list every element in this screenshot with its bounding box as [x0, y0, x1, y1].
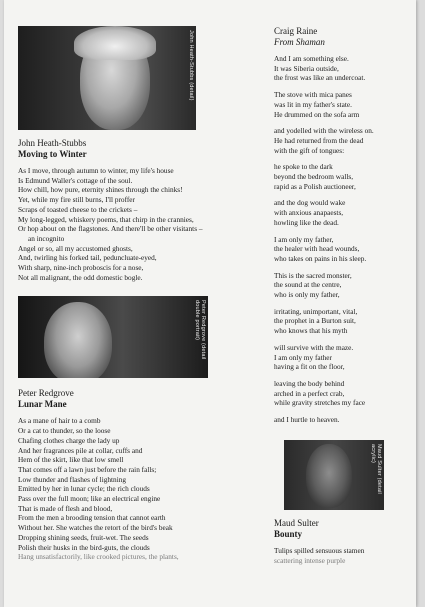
poem-line: And I am something else.: [274, 54, 349, 63]
poem-line: with anxious anapaests,: [274, 208, 344, 218]
poem-line: Scraps of toasted cheese to the crickets –: [18, 204, 138, 214]
sulter-title: Bounty: [274, 528, 303, 539]
poem-line: The stove with mica panes: [274, 90, 352, 100]
redgrove-author: Peter Redgrove: [18, 388, 74, 399]
right-column: [274, 26, 414, 565]
poem-line: This is the sacred monster,: [274, 270, 352, 280]
poem-line: My long-legged, whiskery poems, that chirp in the crannies,: [18, 214, 194, 224]
poem-line: Chafing clothes charge the lady up: [18, 435, 120, 445]
poem-line: Hem of the skirt, like that low smell: [18, 455, 124, 465]
poem-line: He had returned from the dead: [274, 135, 364, 145]
redgrove-title: Lunar Mane: [18, 399, 67, 410]
poem-line: That comes off a lawn just before the rain falls;: [18, 464, 157, 474]
redgrove-portrait: [18, 296, 208, 378]
poem-line: the sound at the centre,: [274, 280, 342, 290]
poem-line: Emitted by her in lunar cycle; the rich clouds: [18, 484, 150, 494]
poem-line: Or a cat to thunder, so the loose: [18, 426, 111, 436]
poem-line: Or hop about on the flagstones. And there'll be other visitants –: [18, 224, 203, 234]
poem-line: rapid as a Polish auctioneer,: [274, 181, 356, 191]
poem-line: who knows that his myth: [274, 326, 348, 336]
heath-stubbs-title: Moving to Winter: [18, 149, 87, 159]
heath-stubbs-author: John Heath-Stubbs: [18, 138, 87, 148]
poem-line: And her fragrances pile at collar, cuffs and: [18, 445, 143, 455]
poem-line: while gravity stretches my face: [274, 398, 366, 408]
redgrove-face: [44, 302, 112, 378]
heath-stubbs-caption: John Heath-Stubbs (detail): [188, 30, 194, 101]
raine-author: Craig Raine: [274, 26, 318, 36]
poem-line: Is Edmund Waller's cottage of the soul.: [18, 175, 133, 185]
raine-title: From Shaman: [274, 37, 325, 47]
poem-line: Hang unsatisfactorily, like crooked pictures, the plants,: [18, 552, 179, 562]
stanza: [274, 415, 414, 425]
stanza: [274, 271, 414, 300]
stanza: [274, 343, 414, 372]
poem-line: the prophet in a Burton suit,: [274, 316, 356, 326]
poem-line: Dropping shining seeds, fruit-wet. The seeds: [18, 532, 149, 542]
stanza: [274, 198, 414, 227]
stanza: [274, 90, 414, 119]
poem-line: arched in a perfect crab,: [274, 388, 345, 398]
poem-line: howling like the dead.: [274, 217, 339, 227]
poem-line: He drummed on the sofa arm: [274, 109, 360, 119]
poem-line: Angel or so, all my accustomed ghosts,: [18, 243, 133, 253]
left-column: [18, 26, 258, 562]
heath-stubbs-poem: [18, 166, 258, 282]
redgrove-poem: [18, 416, 258, 562]
poem-line: the healer with head wounds,: [274, 244, 360, 254]
poem-line: As a mane of hair to a comb: [18, 416, 101, 426]
poem-line: Without her. She watches the retort of the bird's beak: [18, 523, 173, 533]
raine-poem: [274, 54, 414, 425]
poem-line: irritating, unimportant, vital,: [274, 306, 358, 316]
sulter-author: Maud Sulter: [274, 517, 319, 528]
poem-line: It was Siberia outside,: [274, 63, 339, 73]
redgrove-caption: Peter Redgrove (detail double portrait): [194, 300, 206, 360]
stanza: [274, 235, 414, 264]
magazine-page: [4, 0, 416, 607]
poem-line: who takes on pains in his sleep.: [274, 253, 367, 263]
poem-line: will survive with the maze.: [274, 342, 354, 352]
poem-line: With sharp, nine-inch proboscis for a nose,: [18, 263, 144, 273]
poem-line: beyond the bedroom walls,: [274, 172, 354, 182]
poem-line: And, twirling his forked tail, peduncluate-eyed,: [18, 253, 157, 263]
poem-line: he spoke to the dark: [274, 162, 333, 172]
sulter-face: [306, 444, 352, 508]
poem-line: and I hurtle to heaven.: [274, 415, 340, 425]
stanza: [274, 126, 414, 155]
heath-stubbs-portrait: [18, 26, 196, 130]
poem-line: having a fit on the floor,: [274, 362, 345, 372]
poem-line: From the men a brooding tension that cannot earth: [18, 513, 166, 523]
sulter-caption: Maud Sulter (detail acrylic): [370, 443, 382, 494]
poem-line: Tulips spilled sensuous stamen: [274, 545, 365, 555]
poem-line: and the dog would wake: [274, 198, 346, 208]
stanza: [274, 307, 414, 336]
poem-line: Pass over the full moon; like an electrical engine: [18, 494, 161, 504]
stanza: [274, 162, 414, 191]
poem-line: an incognito: [28, 233, 65, 243]
poem-line: was lit in my father's state.: [274, 99, 352, 109]
poem-line: I am only my father: [274, 352, 332, 362]
poem-line: leaving the body behind: [274, 378, 345, 388]
stanza: [274, 379, 414, 408]
poem-line: with the gift of tongues:: [274, 145, 345, 155]
poem-line: scattering intense purple: [274, 555, 346, 565]
poem-line: As I move, through autumn to winter, my life's house: [18, 166, 174, 175]
poem-line: the frost was like an undercoat.: [274, 73, 366, 83]
poem-line: That is made of flesh and blood,: [18, 503, 113, 513]
poem-line: Polish their husks in the bird-guts, the clouds: [18, 542, 150, 552]
poem-line: Not all malignant, the odd domestic bogle.: [18, 272, 143, 282]
heath-stubbs-hair: [74, 26, 156, 60]
stanza: [274, 54, 414, 83]
sulter-poem: [274, 546, 414, 565]
poem-line: How chill, how pure, eternity shines through the chinks!: [18, 185, 183, 195]
poem-line: I am only my father,: [274, 234, 334, 244]
poem-line: and yodelled with the wireless on.: [274, 126, 374, 136]
poem-line: who is only my father,: [274, 290, 340, 300]
sulter-portrait: [284, 440, 384, 510]
poem-line: Low thunder and flashes of lightning: [18, 474, 127, 484]
poem-line: Yet, while my fire still burns, I'll proffer: [18, 195, 135, 205]
